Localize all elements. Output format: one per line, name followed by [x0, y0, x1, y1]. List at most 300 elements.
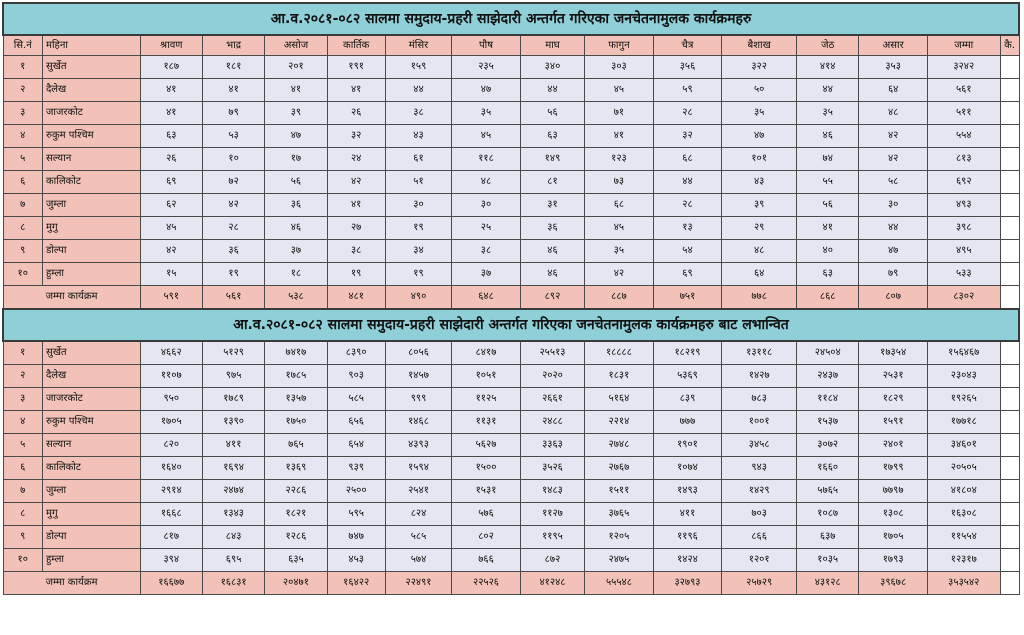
month-value-cell: ५७४	[385, 549, 451, 572]
remarks-cell	[1000, 125, 1019, 148]
month-value-cell: ५८५	[327, 388, 385, 411]
remarks-cell	[1000, 263, 1019, 286]
serial-number-cell: ३	[3, 388, 42, 411]
month-value-cell: ११०७	[140, 365, 202, 388]
month-value-cell: २६	[140, 148, 202, 171]
table-row	[3, 171, 1019, 194]
month-value-cell: ३०	[385, 194, 451, 217]
month-value-cell: ५७६५	[797, 480, 859, 503]
month-value-cell: ३६	[520, 217, 584, 240]
month-value-cell: ४५	[452, 125, 521, 148]
district-name-cell: जुम्ला	[42, 480, 140, 503]
month-value-cell: ४५	[585, 79, 654, 102]
month-value-cell: ६२	[140, 194, 202, 217]
row-total-cell: १६३०८	[927, 503, 1000, 526]
table-row	[3, 148, 1019, 171]
month-total-cell: २०४७१	[265, 572, 327, 595]
month-value-cell: १५९	[385, 56, 451, 79]
month-total-cell: ७५१	[653, 286, 722, 310]
month-value-cell: ४२	[327, 171, 385, 194]
serial-number-cell: २	[3, 79, 42, 102]
month-value-cell: ६९५	[202, 549, 264, 572]
month-value-cell: २४५०४	[797, 341, 859, 365]
month-value-cell: १९०१	[653, 434, 722, 457]
month-total-cell: ४३१२८	[797, 572, 859, 595]
month-value-cell: ४३	[385, 125, 451, 148]
district-name-cell: दैलेख	[42, 79, 140, 102]
month-value-cell: ५६२७	[452, 434, 521, 457]
month-value-cell: ७७७	[653, 411, 722, 434]
month-value-cell: ४८	[859, 102, 928, 125]
month-value-cell: ७९	[859, 263, 928, 286]
month-value-cell: १०८७	[797, 503, 859, 526]
month-value-cell: १४९३	[653, 480, 722, 503]
grand-total-cell: ८३०२	[927, 286, 1000, 310]
table-row	[3, 79, 1019, 102]
month-value-cell: १३११८	[722, 341, 797, 365]
serial-number-cell: ५	[3, 434, 42, 457]
month-value-cell: २०१	[265, 56, 327, 79]
month-value-cell: १५९४	[385, 457, 451, 480]
month-value-cell: ६५४	[327, 434, 385, 457]
month-value-cell: २३५	[452, 56, 521, 79]
district-name-cell: हुम्ला	[42, 263, 140, 286]
month-value-cell: १४८३	[520, 480, 584, 503]
district-name-cell: डोल्पा	[42, 526, 140, 549]
table-row	[3, 194, 1019, 217]
month-value-cell: ४६६२	[140, 341, 202, 365]
table-row	[3, 217, 1019, 240]
column-header: माघ	[520, 35, 584, 56]
month-value-cell: ४७	[722, 125, 797, 148]
month-value-cell: ४७	[859, 240, 928, 263]
district-name-cell: जुम्ला	[42, 194, 140, 217]
month-value-cell: ४११	[653, 503, 722, 526]
month-total-cell: ४१२४८	[520, 572, 584, 595]
serial-number-cell: ६	[3, 457, 42, 480]
month-value-cell: ४३	[722, 171, 797, 194]
month-value-cell: ४५	[585, 217, 654, 240]
section2-title-row	[3, 309, 1019, 341]
month-total-cell: ५५५४८	[585, 572, 654, 595]
column-header: फागुन	[585, 35, 654, 56]
month-value-cell: ९३९	[327, 457, 385, 480]
month-value-cell: ८६६	[722, 526, 797, 549]
total-row	[3, 572, 1019, 595]
month-value-cell: २८	[653, 102, 722, 125]
month-value-cell: ४५	[140, 217, 202, 240]
month-value-cell: ५८	[859, 171, 928, 194]
month-value-cell: ३७	[452, 263, 521, 286]
month-value-cell: ५१	[385, 171, 451, 194]
month-value-cell: ५५	[797, 171, 859, 194]
month-value-cell: १२०१	[722, 549, 797, 572]
remarks-cell	[1000, 572, 1019, 595]
month-value-cell: ५९५	[327, 503, 385, 526]
serial-number-cell: ४	[3, 125, 42, 148]
month-value-cell: ४८	[722, 240, 797, 263]
month-value-cell: ४२	[140, 240, 202, 263]
month-value-cell: २४३७	[797, 365, 859, 388]
column-header: असोज	[265, 35, 327, 56]
row-total-cell: ५६१	[927, 79, 1000, 102]
remarks-cell	[1000, 240, 1019, 263]
month-value-cell: ११८४	[797, 388, 859, 411]
month-value-cell: ११८	[452, 148, 521, 171]
remarks-cell	[1000, 286, 1019, 310]
total-label: जम्मा कार्यक्रम	[3, 286, 140, 310]
month-value-cell: १३५७	[265, 388, 327, 411]
section1-title-row	[3, 3, 1019, 35]
remarks-cell	[1000, 56, 1019, 79]
remarks-cell	[1000, 79, 1019, 102]
month-value-cell: १७८९	[202, 388, 264, 411]
row-total-cell: १२३१७	[927, 549, 1000, 572]
month-total-cell: २२४९१	[385, 572, 451, 595]
row-total-cell: ५३३	[927, 263, 1000, 286]
month-value-cell: ७७९७	[859, 480, 928, 503]
month-value-cell: ५९	[653, 79, 722, 102]
month-value-cell: ४५३	[327, 549, 385, 572]
month-value-cell: १९	[385, 217, 451, 240]
month-value-cell: ३२	[653, 125, 722, 148]
month-total-cell: १६४२२	[327, 572, 385, 595]
month-value-cell: १०३५	[797, 549, 859, 572]
month-value-cell: ७४	[797, 148, 859, 171]
month-value-cell: ४६	[520, 240, 584, 263]
district-name-cell: मुगु	[42, 503, 140, 526]
serial-number-cell: ४	[3, 411, 42, 434]
month-value-cell: ३०७२	[797, 434, 859, 457]
month-value-cell: १५३१	[452, 480, 521, 503]
month-value-cell: १९	[385, 263, 451, 286]
month-value-cell: १६४०	[140, 457, 202, 480]
month-value-cell: ३५	[797, 102, 859, 125]
month-value-cell: २२१४	[585, 411, 654, 434]
month-value-cell: ४१४	[797, 56, 859, 79]
month-value-cell: ४२	[202, 194, 264, 217]
row-total-cell: ३९८	[927, 217, 1000, 240]
remarks-cell	[1000, 434, 1019, 457]
month-value-cell: १५	[140, 263, 202, 286]
district-name-cell: सुर्खेत	[42, 56, 140, 79]
month-value-cell: ४६	[797, 125, 859, 148]
row-total-cell: ३४६०१	[927, 434, 1000, 457]
month-value-cell: ३२२	[722, 56, 797, 79]
report-sheet	[2, 2, 1020, 595]
month-value-cell: ४१	[202, 79, 264, 102]
total-label: जम्मा कार्यक्रम	[3, 572, 140, 595]
month-value-cell: ६९	[653, 263, 722, 286]
month-value-cell: ५७६	[452, 503, 521, 526]
month-value-cell: २७४८	[585, 434, 654, 457]
remarks-cell	[1000, 102, 1019, 125]
month-value-cell: ४४	[653, 171, 722, 194]
month-value-cell: ४३९३	[385, 434, 451, 457]
serial-number-cell: २	[3, 365, 42, 388]
month-value-cell: ५६	[520, 102, 584, 125]
serial-number-cell: १०	[3, 263, 42, 286]
serial-number-cell: ५	[3, 148, 42, 171]
month-value-cell: १९	[327, 263, 385, 286]
month-value-cell: १४२९	[722, 480, 797, 503]
month-value-cell: ९४३	[722, 457, 797, 480]
month-total-cell: ८६८	[797, 286, 859, 310]
month-value-cell: १८३१	[585, 365, 654, 388]
month-value-cell: २६६१	[520, 388, 584, 411]
awareness-program-table	[2, 2, 1020, 595]
month-value-cell: १४६८	[385, 411, 451, 434]
row-total-cell: ११५५४	[927, 526, 1000, 549]
month-value-cell: १५००	[452, 457, 521, 480]
month-value-cell: ८७२	[520, 549, 584, 572]
month-value-cell: ३०३	[585, 56, 654, 79]
month-value-cell: ७६५	[265, 434, 327, 457]
month-total-cell: ७७८	[722, 286, 797, 310]
serial-number-cell: ९	[3, 526, 42, 549]
month-value-cell: २४८८	[520, 411, 584, 434]
month-value-cell: १२३	[585, 148, 654, 171]
month-value-cell: ३४०	[520, 56, 584, 79]
column-header: कार्तिक	[327, 35, 385, 56]
month-value-cell: ४७	[265, 125, 327, 148]
month-total-cell: ३२७९३	[653, 572, 722, 595]
month-value-cell: १४९	[520, 148, 584, 171]
month-value-cell: २८	[653, 194, 722, 217]
month-value-cell: १०१	[722, 148, 797, 171]
month-value-cell: १७५०	[265, 411, 327, 434]
column-header: सि.नं	[3, 35, 42, 56]
month-value-cell: १८८८८	[585, 341, 654, 365]
serial-number-cell: ८	[3, 503, 42, 526]
month-value-cell: २५५१३	[520, 341, 584, 365]
serial-number-cell: ७	[3, 194, 42, 217]
month-value-cell: ७८३	[722, 388, 797, 411]
district-name-cell: जाजरकोट	[42, 102, 140, 125]
month-value-cell: १९१	[327, 56, 385, 79]
month-value-cell: ६५६	[327, 411, 385, 434]
month-total-cell: ५३८	[265, 286, 327, 310]
month-value-cell: ६९	[140, 171, 202, 194]
month-value-cell: ९०३	[327, 365, 385, 388]
table-row	[3, 526, 1019, 549]
row-total-cell: ६९२	[927, 171, 1000, 194]
row-total-cell: २०५०५	[927, 457, 1000, 480]
month-value-cell: ७४१७	[265, 341, 327, 365]
month-value-cell: ३८	[385, 102, 451, 125]
month-value-cell: २५००	[327, 480, 385, 503]
month-value-cell: ३९४	[140, 549, 202, 572]
row-total-cell: १५६४६७	[927, 341, 1000, 365]
month-total-cell: ८८७	[585, 286, 654, 310]
column-header: श्रावण	[140, 35, 202, 56]
month-value-cell: ११९६	[653, 526, 722, 549]
month-value-cell: २०२०	[520, 365, 584, 388]
month-value-cell: २५३१	[859, 365, 928, 388]
month-value-cell: ४१	[797, 217, 859, 240]
serial-number-cell: ८	[3, 217, 42, 240]
district-name-cell: मुगु	[42, 217, 140, 240]
table-row	[3, 263, 1019, 286]
month-value-cell: ६३	[520, 125, 584, 148]
month-value-cell: ४६	[265, 217, 327, 240]
month-value-cell: २४७४	[202, 480, 264, 503]
month-value-cell: ११३१	[452, 411, 521, 434]
month-value-cell: १५३७	[797, 411, 859, 434]
row-total-cell: ५११	[927, 102, 1000, 125]
row-total-cell: ५५४	[927, 125, 1000, 148]
column-header: बैशाख	[722, 35, 797, 56]
month-value-cell: ४१	[327, 194, 385, 217]
serial-number-cell: ९	[3, 240, 42, 263]
month-value-cell: ११२७	[520, 503, 584, 526]
row-total-cell: २३०४३	[927, 365, 1000, 388]
month-value-cell: ३८	[452, 240, 521, 263]
month-value-cell: २४७५	[585, 549, 654, 572]
month-value-cell: ४२	[859, 125, 928, 148]
month-total-cell: २५७२९	[722, 572, 797, 595]
month-value-cell: ७०३	[722, 503, 797, 526]
table-row	[3, 457, 1019, 480]
month-value-cell: ४४	[859, 217, 928, 240]
month-total-cell: ८०७	[859, 286, 928, 310]
table-row	[3, 549, 1019, 572]
remarks-cell	[1000, 549, 1019, 572]
remarks-cell	[1000, 457, 1019, 480]
month-value-cell: ३२	[327, 125, 385, 148]
month-value-cell: ३५	[585, 240, 654, 263]
month-value-cell: ४८	[452, 171, 521, 194]
month-value-cell: १६६८	[140, 503, 202, 526]
month-value-cell: ३४५८	[722, 434, 797, 457]
month-total-cell: ८९२	[520, 286, 584, 310]
row-total-cell: ८१३	[927, 148, 1000, 171]
month-value-cell: ६३	[140, 125, 202, 148]
remarks-cell	[1000, 480, 1019, 503]
serial-number-cell: ७	[3, 480, 42, 503]
month-value-cell: ७६६	[452, 549, 521, 572]
month-value-cell: १०	[202, 148, 264, 171]
month-value-cell: २४	[327, 148, 385, 171]
month-value-cell: ३८	[327, 240, 385, 263]
month-value-cell: १९	[202, 263, 264, 286]
row-total-cell: ३२४२	[927, 56, 1000, 79]
month-value-cell: १७	[265, 148, 327, 171]
month-value-cell: ६८	[585, 194, 654, 217]
month-value-cell: ५१६४	[585, 388, 654, 411]
month-value-cell: ८१	[520, 171, 584, 194]
month-value-cell: १५११	[585, 480, 654, 503]
remarks-cell	[1000, 194, 1019, 217]
month-value-cell: ७१	[585, 102, 654, 125]
month-value-cell: ८३९०	[327, 341, 385, 365]
month-value-cell: ४६	[520, 263, 584, 286]
month-value-cell: १८२१	[265, 503, 327, 526]
remarks-cell	[1000, 503, 1019, 526]
month-total-cell: ३९६७८	[859, 572, 928, 595]
month-value-cell: ५६	[265, 171, 327, 194]
district-name-cell: रुकुम पश्चिम	[42, 411, 140, 434]
column-header: कै.	[1000, 35, 1019, 56]
month-value-cell: १०७४	[653, 457, 722, 480]
table-row	[3, 434, 1019, 457]
month-value-cell: १८१	[202, 56, 264, 79]
serial-number-cell: १	[3, 341, 42, 365]
serial-number-cell: १	[3, 56, 42, 79]
table-row	[3, 240, 1019, 263]
table-row	[3, 480, 1019, 503]
district-name-cell: रुकुम पश्चिम	[42, 125, 140, 148]
month-value-cell: ३३६३	[520, 434, 584, 457]
month-value-cell: ३९	[265, 102, 327, 125]
table-row	[3, 503, 1019, 526]
district-name-cell: सल्यान	[42, 434, 140, 457]
month-value-cell: १४२७	[722, 365, 797, 388]
month-value-cell: ३६	[202, 240, 264, 263]
month-value-cell: १३०८	[859, 503, 928, 526]
remarks-cell	[1000, 411, 1019, 434]
month-value-cell: ५६	[797, 194, 859, 217]
month-total-cell: २२५२६	[452, 572, 521, 595]
month-total-cell: ४९०	[385, 286, 451, 310]
month-value-cell: ५८५	[385, 526, 451, 549]
month-total-cell: ५९१	[140, 286, 202, 310]
month-value-cell: १७०५	[859, 526, 928, 549]
month-value-cell: १७३५४	[859, 341, 928, 365]
month-value-cell: ९५०	[140, 388, 202, 411]
grand-total-cell: ३५३५४२	[927, 572, 1000, 595]
column-header: भाद्र	[202, 35, 264, 56]
month-value-cell: ३९	[722, 194, 797, 217]
row-total-cell: १९२६५	[927, 388, 1000, 411]
month-total-cell: १६८३१	[202, 572, 264, 595]
month-value-cell: ६१	[385, 148, 451, 171]
row-total-cell: ४९५	[927, 240, 1000, 263]
month-value-cell: १२०५	[585, 526, 654, 549]
month-total-cell: १६६७७	[140, 572, 202, 595]
month-value-cell: १८२९	[859, 388, 928, 411]
month-value-cell: ४२	[585, 263, 654, 286]
month-value-cell: ७९	[202, 102, 264, 125]
month-value-cell: १८	[265, 263, 327, 286]
month-value-cell: ७४७	[327, 526, 385, 549]
month-value-cell: ४२	[859, 148, 928, 171]
month-total-cell: ६४८	[452, 286, 521, 310]
month-value-cell: ३५	[452, 102, 521, 125]
row-total-cell: ४१८०४	[927, 480, 1000, 503]
district-name-cell: हुम्ला	[42, 549, 140, 572]
month-value-cell: ८०२	[452, 526, 521, 549]
month-value-cell: ७३	[585, 171, 654, 194]
remarks-cell	[1000, 171, 1019, 194]
month-value-cell: ६४	[722, 263, 797, 286]
column-header: महिना	[42, 35, 140, 56]
month-value-cell: ८०५६	[385, 341, 451, 365]
remarks-cell	[1000, 365, 1019, 388]
section-title: आ.व.२०८१-०८२ सालमा समुदाय-प्रहरी साझेदारी अन्तर्गत गरिएका जनचेतनामुलक कार्यक्रमहरु बाट लभान्वित	[3, 309, 1019, 341]
month-total-cell: ४८१	[327, 286, 385, 310]
month-value-cell: १४५७	[385, 365, 451, 388]
month-value-cell: ४४	[520, 79, 584, 102]
serial-number-cell: १०	[3, 549, 42, 572]
column-header: चैत्र	[653, 35, 722, 56]
month-value-cell: १२८६	[265, 526, 327, 549]
district-name-cell: सल्यान	[42, 148, 140, 171]
month-value-cell: ६४	[859, 79, 928, 102]
month-value-cell: ११२५	[452, 388, 521, 411]
section-title: आ.व.२०८१-०८२ सालमा समुदाय-प्रहरी साझेदारी अन्तर्गत गरिएका जनचेतनामुलक कार्यक्रमहरु	[3, 3, 1019, 35]
month-value-cell: ९९९	[385, 388, 451, 411]
